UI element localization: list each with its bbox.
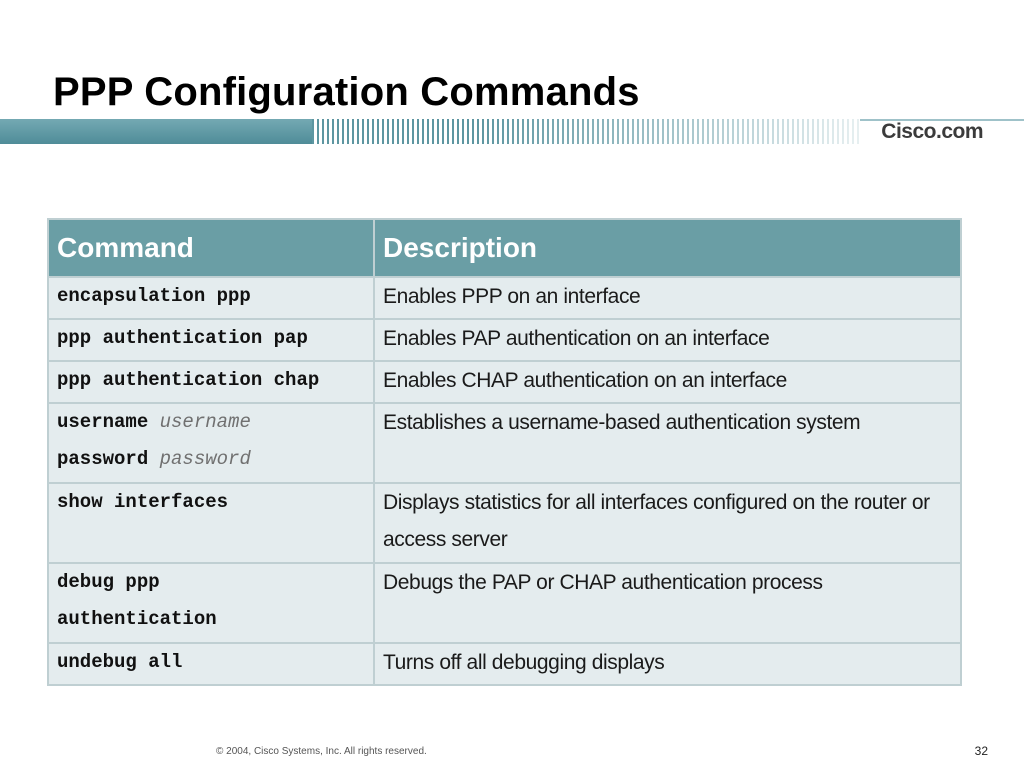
- table-row: [49, 362, 960, 402]
- command-line: [57, 404, 365, 441]
- commands-table: [47, 218, 962, 686]
- description-cell: Enables CHAP authentication on an interface: [375, 362, 960, 402]
- description-cell: Displays statistics for all interfaces configured on the router or access server: [375, 484, 960, 562]
- description-cell: Enables PAP authentication on an interface: [375, 320, 960, 360]
- slide-title: PPP Configuration Commands: [53, 70, 640, 114]
- command-cell: encapsulation ppp: [49, 278, 373, 318]
- command-cell: [49, 564, 373, 642]
- header-band: [0, 119, 1024, 144]
- description-cell: Enables PPP on an interface: [375, 278, 960, 318]
- command-keyword: password: [57, 448, 149, 470]
- page-number: 32: [974, 744, 988, 758]
- command-cell: ppp authentication pap: [49, 320, 373, 360]
- command-line: [57, 441, 365, 478]
- header-command: Command: [49, 220, 373, 276]
- command-argument: username: [159, 411, 251, 433]
- table-row: [49, 644, 960, 684]
- cisco-logo: Cisco.com: [881, 120, 983, 143]
- table-row: [49, 564, 960, 642]
- description-cell: Turns off all debugging displays: [375, 644, 960, 684]
- table-row: [49, 404, 960, 482]
- footer-copyright: © 2004, Cisco Systems, Inc. All rights reserved.: [216, 746, 427, 757]
- table-row: [49, 484, 960, 562]
- command-line: authentication: [57, 608, 217, 630]
- table-row: [49, 320, 960, 360]
- command-keyword: username: [57, 411, 149, 433]
- commands-table-wrap: [47, 218, 962, 686]
- table-row: [49, 278, 960, 318]
- description-cell: Establishes a username-based authentication system: [375, 404, 960, 482]
- command-argument: password: [159, 448, 251, 470]
- header-band-fade: [312, 119, 860, 144]
- command-cell: show interfaces: [49, 484, 373, 562]
- header-band-solid: [0, 119, 312, 144]
- command-line: debug ppp: [57, 571, 160, 593]
- table-header-row: [49, 220, 960, 276]
- command-cell: [49, 404, 373, 482]
- command-cell: ppp authentication chap: [49, 362, 373, 402]
- header-description: Description: [375, 220, 960, 276]
- description-cell: Debugs the PAP or CHAP authentication process: [375, 564, 960, 642]
- command-cell: undebug all: [49, 644, 373, 684]
